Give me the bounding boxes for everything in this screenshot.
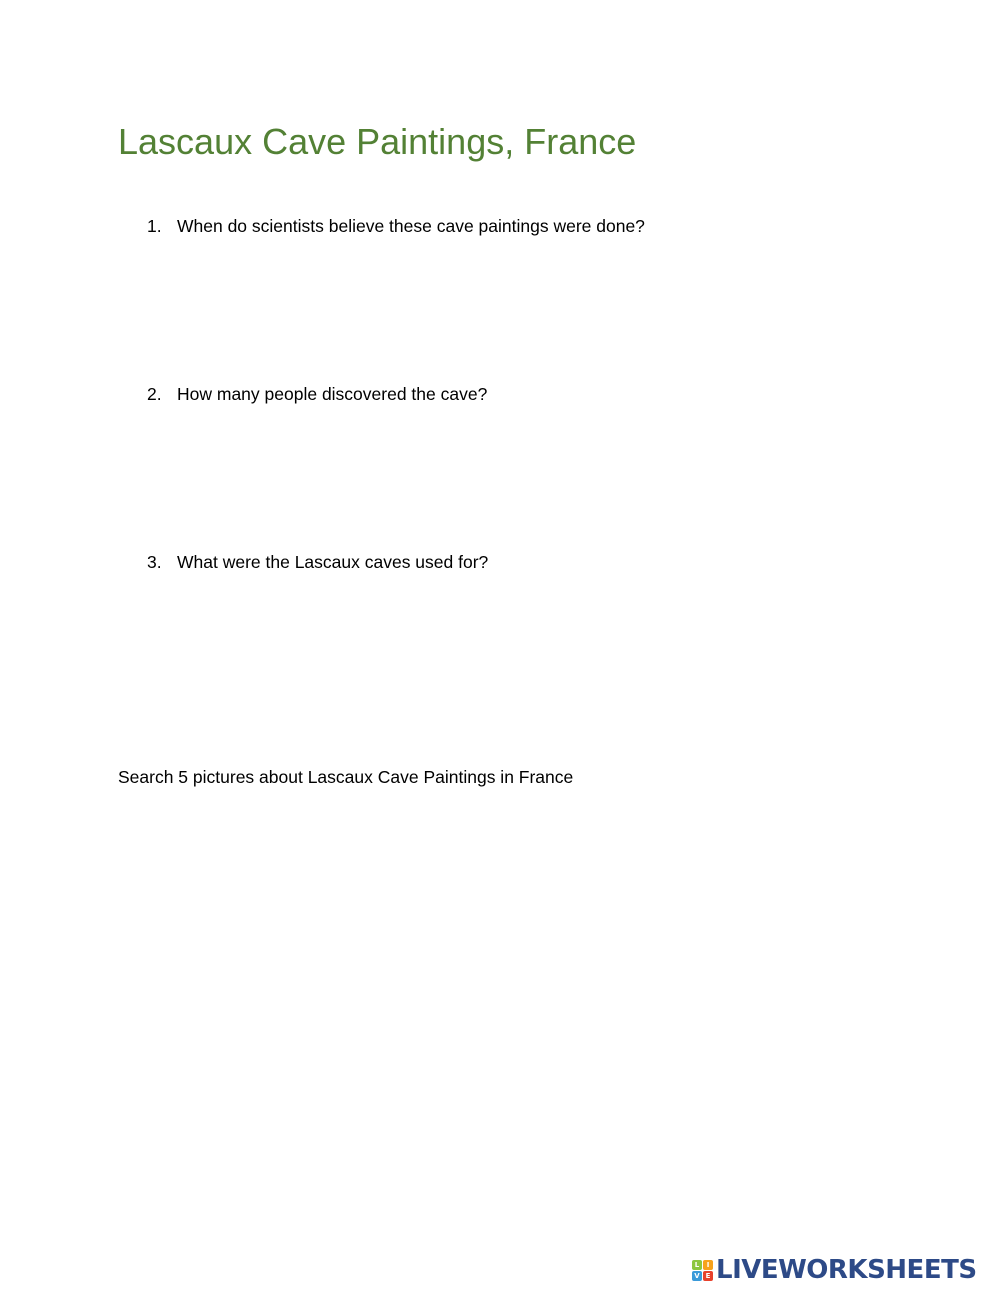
question-3 <box>147 551 488 573</box>
question-number: 1. <box>147 216 162 236</box>
logo-tile-e: E <box>703 1271 713 1281</box>
liveworksheets-brand[interactable] <box>692 1255 977 1285</box>
page-title: Lascaux Cave Paintings, France <box>118 121 637 162</box>
logo-tile-v: V <box>692 1271 702 1281</box>
question-number: 2. <box>147 384 162 404</box>
question-2 <box>147 383 487 405</box>
liveworksheets-logo-icon <box>692 1260 713 1281</box>
question-text: How many people discovered the cave? <box>177 384 488 404</box>
brand-name: LIVEWORKSHEETS <box>716 1255 977 1285</box>
pictures-instruction: Search 5 pictures about Lascaux Cave Paintings in France <box>118 767 574 787</box>
question-text: When do scientists believe these cave paintings were done? <box>177 216 645 236</box>
logo-tile-l: L <box>692 1260 702 1270</box>
question-text: What were the Lascaux caves used for? <box>177 552 489 572</box>
question-number: 3. <box>147 552 162 572</box>
logo-tile-i: I <box>703 1260 713 1270</box>
question-1 <box>147 215 645 237</box>
